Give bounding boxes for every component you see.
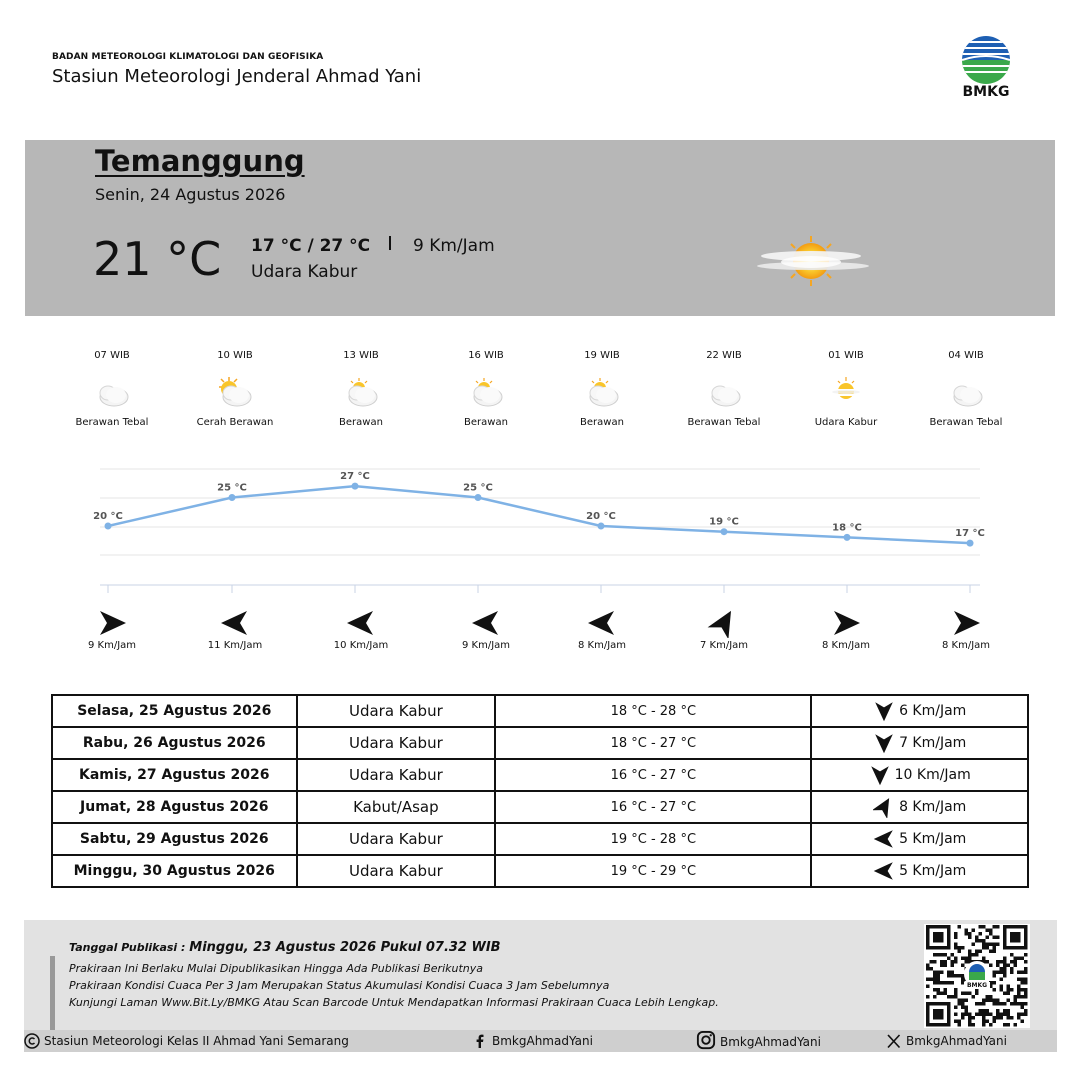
wind-speed: 9 Km/Jam xyxy=(87,640,137,651)
x-link[interactable] xyxy=(886,1033,1007,1049)
forecast-wind-speed: 6 Km/Jam xyxy=(899,703,967,719)
wind-direction-icon xyxy=(948,608,984,638)
wind-column xyxy=(786,608,906,651)
station-name: Stasiun Meteorologi Jenderal Ahmad Yani xyxy=(52,66,422,87)
wind-direction-icon xyxy=(873,700,895,722)
wind-column xyxy=(52,608,172,651)
wind-speed: 9 Km/Jam xyxy=(461,640,511,651)
instagram-icon xyxy=(696,1030,716,1050)
wind-column xyxy=(175,608,295,651)
temperature-label: 25 °C xyxy=(463,482,493,494)
copyright-icon xyxy=(24,1033,40,1049)
hour-condition: Berawan Tebal xyxy=(687,417,761,428)
current-weather-panel xyxy=(25,140,1055,316)
hour-column xyxy=(52,350,172,428)
publication-label: Tanggal Publikasi : xyxy=(69,941,190,954)
temperature-point xyxy=(105,523,112,530)
current-date: Senin, 24 Agustus 2026 xyxy=(95,185,286,204)
hour-condition: Cerah Berawan xyxy=(196,417,274,428)
facebook-handle: BmkgAhmadYani xyxy=(492,1034,593,1048)
wind-speed: 8 Km/Jam xyxy=(941,640,991,651)
forecast-day: Sabtu, 29 Agustus 2026 xyxy=(52,823,297,855)
temperature-label: 27 °C xyxy=(340,471,370,483)
current-condition: Udara Kabur xyxy=(251,262,358,282)
temperature-label: 20 °C xyxy=(586,511,616,522)
cloud-icon xyxy=(946,375,986,409)
wind-column xyxy=(664,608,784,651)
hour-time: 04 WIB xyxy=(948,350,984,361)
temperature-point xyxy=(352,483,359,490)
forecast-wind-speed: 8 Km/Jam xyxy=(899,799,967,815)
x-icon xyxy=(886,1033,902,1049)
forecast-condition: Udara Kabur xyxy=(297,823,496,855)
hour-condition: Berawan xyxy=(464,417,508,428)
wind-direction-icon xyxy=(706,608,742,638)
wind-speed: 8 Km/Jam xyxy=(577,640,627,651)
forecast-condition: Udara Kabur xyxy=(297,759,496,791)
forecast-wind xyxy=(811,759,1028,791)
wind-direction-icon xyxy=(828,608,864,638)
hour-condition: Berawan xyxy=(580,417,624,428)
forecast-wind-speed: 5 Km/Jam xyxy=(899,831,967,847)
footer-note: Kunjungi Laman Www.Bit.Ly/BMKG Atau Scan Barcode Untuk Mendapatkan Informasi Prakiraan Cuaca Lebih Lengkap. xyxy=(69,996,719,1009)
footer-panel xyxy=(24,920,1057,1030)
forecast-temp-range: 18 °C - 27 °C xyxy=(495,727,811,759)
cloud-sun-icon xyxy=(341,375,381,409)
daily-forecast-table xyxy=(51,694,1029,888)
hour-time: 19 WIB xyxy=(584,350,620,361)
wind-direction-icon xyxy=(217,608,253,638)
cloud-icon xyxy=(92,375,132,409)
hour-time: 22 WIB xyxy=(706,350,742,361)
forecast-wind-speed: 7 Km/Jam xyxy=(899,735,967,751)
wind-column xyxy=(542,608,662,651)
qr-code[interactable] xyxy=(924,924,1030,1028)
forecast-day: Jumat, 28 Agustus 2026 xyxy=(52,791,297,823)
wind-direction-icon xyxy=(584,608,620,638)
temperature-label: 18 °C xyxy=(832,522,862,534)
facebook-icon xyxy=(472,1033,488,1049)
forecast-condition: Udara Kabur xyxy=(297,727,496,759)
forecast-row xyxy=(52,855,1028,887)
bmkg-logo xyxy=(954,32,1018,104)
haze-icon xyxy=(826,375,866,409)
wind-speed: 10 Km/Jam xyxy=(333,640,389,651)
hour-time: 07 WIB xyxy=(94,350,130,361)
sun-cloud-icon xyxy=(215,375,255,409)
wind-direction-icon xyxy=(468,608,504,638)
wind-direction-icon xyxy=(873,828,895,850)
publication-date xyxy=(69,936,501,955)
wind-speed: 11 Km/Jam xyxy=(207,640,263,651)
copyright xyxy=(24,1033,349,1049)
logo-text: BMKG xyxy=(962,84,1010,100)
current-wind: 9 Km/Jam xyxy=(413,236,495,256)
temperature-label: 17 °C xyxy=(955,528,985,540)
haze-sun-icon xyxy=(755,236,871,286)
forecast-temp-range: 19 °C - 28 °C xyxy=(495,823,811,855)
wind-direction-icon xyxy=(94,608,130,638)
forecast-wind xyxy=(811,695,1028,727)
hour-column xyxy=(542,350,662,428)
temperature-point xyxy=(844,534,851,541)
separator xyxy=(389,236,391,250)
city-name: Temanggung xyxy=(95,144,305,178)
facebook-link[interactable] xyxy=(472,1033,593,1049)
forecast-day: Minggu, 30 Agustus 2026 xyxy=(52,855,297,887)
hour-column xyxy=(175,350,295,428)
forecast-temp-range: 16 °C - 27 °C xyxy=(495,791,811,823)
temperature-label: 25 °C xyxy=(217,482,247,494)
forecast-day: Selasa, 25 Agustus 2026 xyxy=(52,695,297,727)
temperature-chart xyxy=(0,455,1080,600)
wind-column xyxy=(426,608,546,651)
wind-direction-icon xyxy=(873,860,895,882)
hour-column xyxy=(786,350,906,428)
cloud-sun-icon xyxy=(466,375,506,409)
forecast-wind-speed: 10 Km/Jam xyxy=(894,767,971,783)
hour-time: 10 WIB xyxy=(217,350,253,361)
forecast-wind xyxy=(811,727,1028,759)
wind-speed: 7 Km/Jam xyxy=(699,640,749,651)
forecast-row xyxy=(52,791,1028,823)
hour-condition: Berawan Tebal xyxy=(75,417,149,428)
instagram-link[interactable] xyxy=(696,1033,821,1050)
temperature-point xyxy=(475,494,482,501)
wind-direction-icon xyxy=(869,764,891,786)
temperature-line xyxy=(108,486,970,543)
forecast-wind-speed: 5 Km/Jam xyxy=(899,863,967,879)
bottom-bar xyxy=(24,1030,1057,1052)
qr-logo-text: BMKG xyxy=(964,982,990,989)
forecast-wind xyxy=(811,791,1028,823)
hour-condition: Berawan xyxy=(339,417,383,428)
wind-column xyxy=(906,608,1026,651)
copyright-text: Stasiun Meteorologi Kelas II Ahmad Yani Semarang xyxy=(44,1034,349,1048)
wind-direction-icon xyxy=(873,796,895,818)
forecast-row xyxy=(52,695,1028,727)
footer-note: Prakiraan Ini Berlaku Mulai Dipublikasikan Hingga Ada Publikasi Berikutnya xyxy=(69,962,484,975)
wind-column xyxy=(301,608,421,651)
forecast-day: Rabu, 26 Agustus 2026 xyxy=(52,727,297,759)
forecast-day: Kamis, 27 Agustus 2026 xyxy=(52,759,297,791)
cloud-icon xyxy=(704,375,744,409)
hour-condition: Berawan Tebal xyxy=(929,417,1003,428)
wind-direction-icon xyxy=(343,608,379,638)
wind-speed: 8 Km/Jam xyxy=(821,640,871,651)
publication-value: Minggu, 23 Agustus 2026 Pukul 07.32 WIB xyxy=(189,940,501,955)
footer-note: Prakiraan Kondisi Cuaca Per 3 Jam Merupakan Status Akumulasi Kondisi Cuaca 3 Jam Sebelumnya xyxy=(69,979,610,992)
forecast-temp-range: 16 °C - 27 °C xyxy=(495,759,811,791)
hour-condition: Udara Kabur xyxy=(814,417,878,428)
hour-column xyxy=(301,350,421,428)
forecast-row xyxy=(52,823,1028,855)
current-temp: 21 °C xyxy=(93,232,222,286)
hour-column xyxy=(426,350,546,428)
temperature-label: 20 °C xyxy=(93,511,123,522)
org-name: BADAN METEOROLOGI KLIMATOLOGI DAN GEOFISIKA xyxy=(52,52,324,62)
divider xyxy=(50,956,55,1030)
x-handle: BmkgAhmadYani xyxy=(906,1034,1007,1048)
forecast-wind xyxy=(811,823,1028,855)
hour-column xyxy=(906,350,1026,428)
forecast-temp-range: 18 °C - 28 °C xyxy=(495,695,811,727)
hour-time: 01 WIB xyxy=(828,350,864,361)
temperature-point xyxy=(598,523,605,530)
temperature-point xyxy=(721,528,728,535)
cloud-sun-icon xyxy=(582,375,622,409)
wind-direction-icon xyxy=(873,732,895,754)
forecast-temp-range: 19 °C - 29 °C xyxy=(495,855,811,887)
temperature-point xyxy=(967,540,974,547)
forecast-condition: Kabut/Asap xyxy=(297,791,496,823)
forecast-row xyxy=(52,727,1028,759)
hour-time: 13 WIB xyxy=(343,350,379,361)
forecast-row xyxy=(52,759,1028,791)
temperature-point xyxy=(229,494,236,501)
min-max-temp: 17 °C / 27 °C xyxy=(251,236,371,256)
forecast-condition: Udara Kabur xyxy=(297,695,496,727)
hour-time: 16 WIB xyxy=(468,350,504,361)
forecast-condition: Udara Kabur xyxy=(297,855,496,887)
hour-column xyxy=(664,350,784,428)
temperature-label: 19 °C xyxy=(709,516,739,528)
instagram-handle: BmkgAhmadYani xyxy=(720,1034,821,1049)
forecast-wind xyxy=(811,855,1028,887)
